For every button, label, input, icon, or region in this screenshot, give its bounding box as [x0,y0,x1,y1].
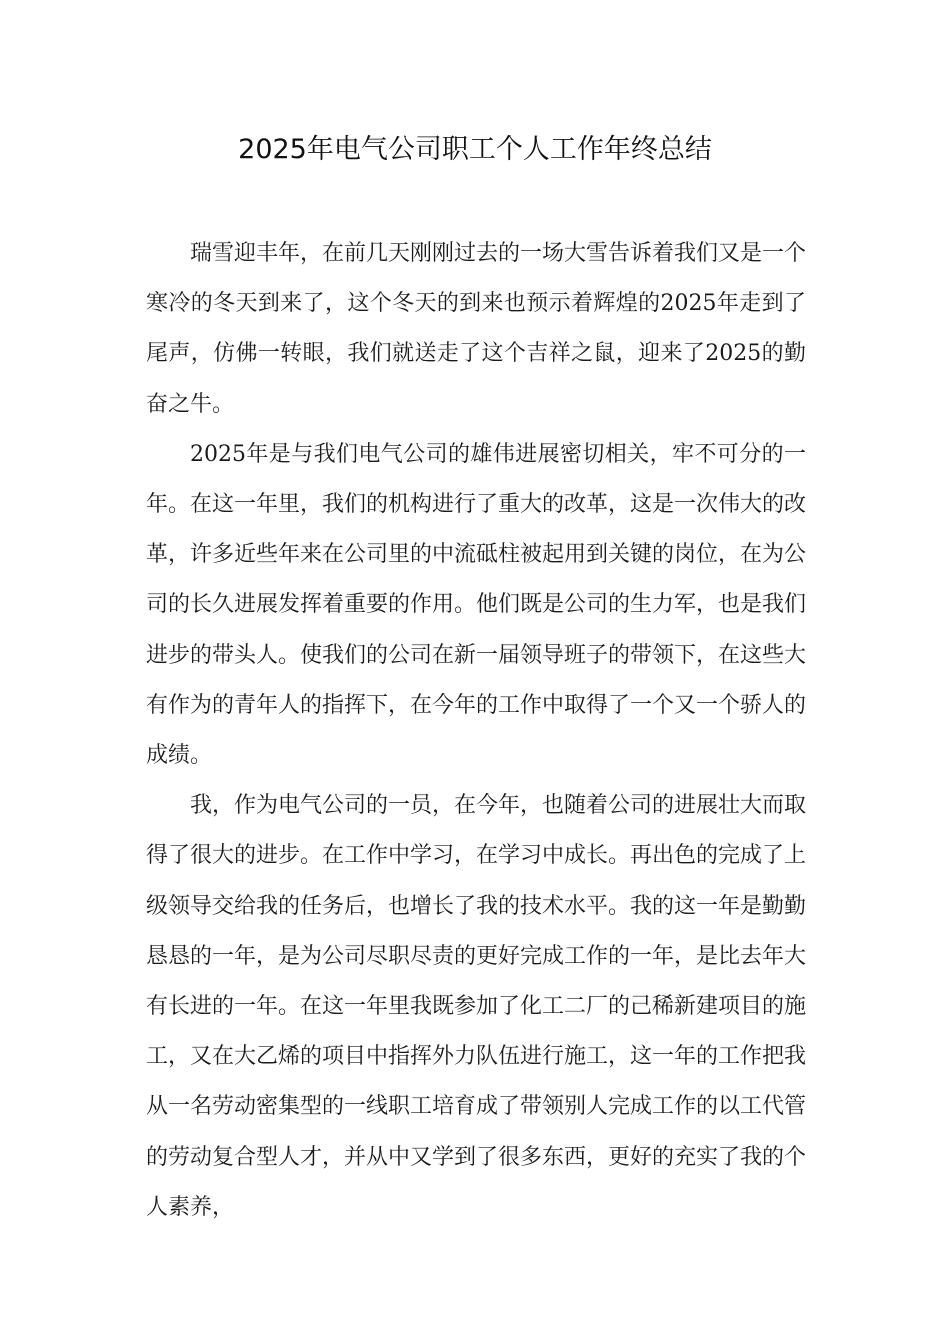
paragraph: 瑞雪迎丰年，在前几天刚刚过去的一场大雪告诉着我们又是一个寒冷的冬天到来了，这个冬天的到来也预示着辉煌的2025年走到了尾声，仿佛一转眼，我们就送走了这个吉祥之鼠，迎来了2025的勤奋之牛。 [146,241,807,417]
paragraph: 2025年是与我们电气公司的雄伟进展密切相关，牢不可分的一年。在这一年里，我们的机构进行了重大的改革，这是一次伟大的改革，许多近些年来在公司里的中流砥柱被起用到关键的岗位，在为公司的长久进展发挥着重要的作用。他们既是公司的生力军，也是我们进步的带头人。使我们的公司在新一届领导班子的带领下，在这些大有作为的青年人的指挥下，在今年的工作中取得了一个又一个骄人的成绩。 [146,441,807,769]
document-body [146,229,806,1233]
paragraph: 我，作为电气公司的一员，在今年，也随着公司的进展壮大而取得了很大的进步。在工作中学习，在学习中成长。再出色的完成了上级领导交给我的任务后，也增长了我的技术水平。我的这一年是勤勤恳恳的一年，是为公司尽职尽责的更好完成工作的一年，是比去年大有长进的一年。在这一年里我既参加了化工二厂的己稀新建项目的施工，又在大乙烯的项目中指挥外力队伍进行施工，这一年的工作把我从一名劳动密集型的一线职工培育成了带领别人完成工作的以工代管的劳动复合型人才，并从中又学到了很多东西，更好的充实了我的个人素养， [146,793,807,1220]
document-title: 2025年电气公司职工个人工作年终总结 [238,134,712,165]
